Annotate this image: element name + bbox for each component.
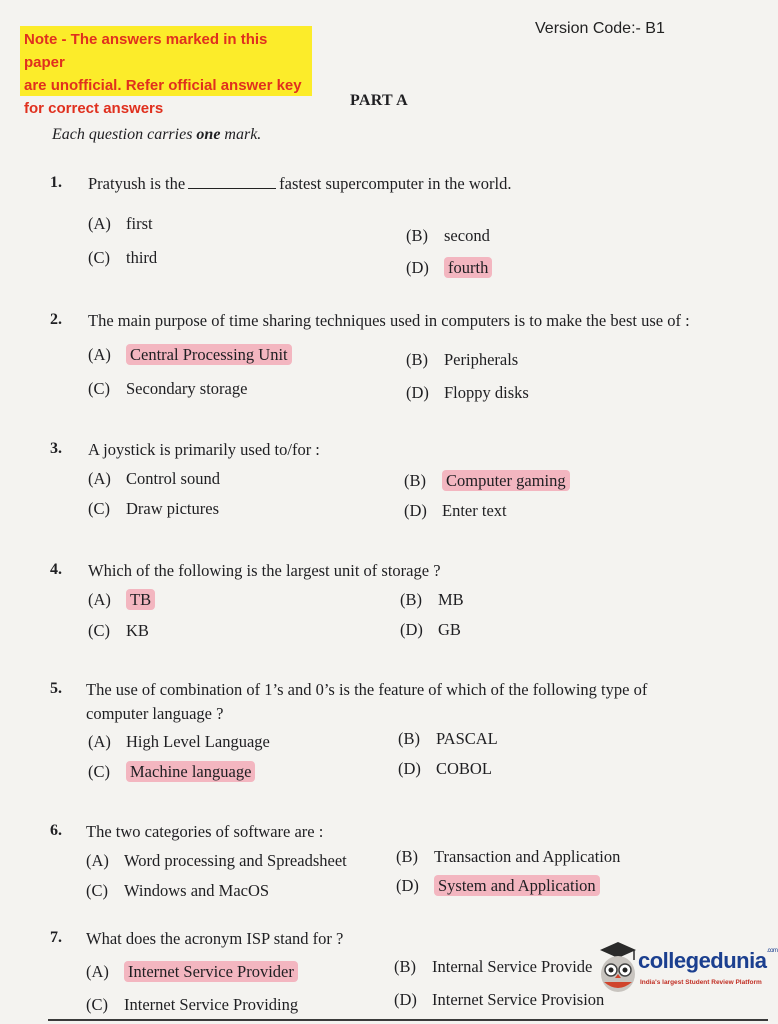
option-d [406,383,529,403]
option-label: (D) [396,876,419,895]
option-label: (A) [86,962,109,981]
option-label: (D) [400,620,423,639]
version-code: Version Code:- B1 [535,20,665,37]
option-label: (D) [406,258,429,277]
unofficial-answers-note [20,26,312,117]
option-label: (C) [88,762,110,781]
option-text: KB [126,621,149,640]
option-a [88,590,155,610]
note-line-2: are unofficial. Refer official answer key [24,77,302,94]
option-d [404,501,507,521]
marked-answer: System and Application [434,875,600,896]
question-number: 5. [50,680,62,697]
marked-answer: Computer gaming [442,470,570,491]
option-label: (B) [406,226,428,245]
question-text: A joystick is primarily used to/for : [88,440,320,459]
option-c [86,995,298,1015]
option-b [406,226,490,246]
option-a [86,851,347,871]
question-number: 2. [50,311,62,328]
option-text: GB [438,620,461,639]
option-label: (A) [88,214,111,233]
option-text: Secondary storage [126,379,248,398]
option-label: (B) [400,590,422,609]
option-a [88,732,270,752]
option-d [398,759,492,779]
question-text [86,678,746,726]
page-bottom-rule [48,1019,768,1021]
option-b [406,350,518,370]
option-text: Internet Service Provision [432,990,605,1009]
option-b [396,847,620,867]
option-label: (D) [394,990,417,1009]
option-a [88,469,220,489]
option-label: (B) [404,471,426,490]
marked-answer: Internet Service Provider [124,961,298,982]
option-a [86,962,298,982]
option-a [88,345,292,365]
option-text: Peripherals [444,350,519,369]
note-line-1: Note - The answers marked in this paper [24,31,268,71]
brand-tagline: India's largest Student Review Platform [640,979,762,986]
option-d [396,876,600,896]
question-number: 6. [50,822,62,839]
option-c [88,248,157,268]
option-label: (A) [88,590,111,609]
question-number: 4. [50,561,62,578]
option-c [88,621,149,641]
option-label: (B) [406,350,428,369]
option-text: Draw pictures [126,499,220,518]
question-text: The main purpose of time sharing techniques used in computers is to make the best use of : [88,311,690,330]
option-text: second [444,226,490,245]
question-number: 3. [50,440,62,457]
option-text: Internal Service Provide [432,957,593,976]
part-title: PART A [350,92,408,109]
marked-answer: Machine language [126,761,255,782]
option-text: Internet Service Providing [124,995,299,1014]
option-text: Transaction and Application [434,847,621,866]
instruction [52,126,261,144]
question-number: 7. [50,929,62,946]
option-b [404,471,570,491]
marked-answer: Central Processing Unit [126,344,292,365]
marked-answer: TB [126,589,155,610]
option-label: (C) [86,995,108,1014]
option-text: Word processing and Spreadsheet [124,851,347,870]
option-label: (C) [88,621,110,640]
option-text: Windows and MacOS [124,881,270,900]
note-line-3: for correct answers [24,100,164,117]
question-text-part: fastest supercomputer in the world. [279,174,512,193]
option-label: (A) [86,851,109,870]
option-text: COBOL [436,759,492,778]
question-number: 1. [50,174,62,191]
option-b [400,590,464,610]
option-c [88,762,255,782]
question-text-line: computer language ? [86,704,224,723]
option-label: (D) [404,501,427,520]
question-text-line: The use of combination of 1’s and 0’s is the feature of which of the following type of [86,680,648,699]
option-a [88,214,153,234]
question-text [88,172,512,196]
instruction-before: Each question carries [52,126,197,143]
option-text: High Level Language [126,732,270,751]
question-text: What does the acronym ISP stand for ? [86,929,344,948]
option-label: (C) [88,499,110,518]
option-label: (C) [88,248,110,267]
marked-answer: fourth [444,257,492,278]
brand-suffix: .com [766,948,778,954]
answer-blank [188,188,276,189]
option-label: (C) [88,379,110,398]
question-text-part: Pratyush is the [88,174,186,193]
option-label: (D) [406,383,429,402]
instruction-after: mark. [220,126,262,143]
option-text: PASCAL [436,729,498,748]
brand-text: collegedunia [638,948,767,973]
option-label: (B) [394,957,416,976]
option-b [394,957,592,977]
option-label: (D) [398,759,421,778]
option-label: (A) [88,345,111,364]
collegedunia-watermark [596,936,778,1000]
option-text: Enter text [442,501,507,520]
option-text: third [126,248,158,267]
option-d [394,990,604,1010]
option-label: (B) [398,729,420,748]
option-c [86,881,269,901]
instruction-bold: one [196,126,221,143]
option-text: first [126,214,153,233]
option-d [400,620,461,640]
option-label: (B) [396,847,418,866]
question-text: Which of the following is the largest unit of storage ? [88,561,441,580]
option-label: (C) [86,881,108,900]
option-label: (A) [88,732,111,751]
brand-name [638,948,778,974]
option-text: Floppy disks [444,383,529,402]
option-d [406,258,492,278]
graduation-owl-icon [596,940,640,994]
option-c [88,379,247,399]
option-b [398,729,498,749]
question-text: The two categories of software are : [86,822,324,841]
option-label: (A) [88,469,111,488]
option-text: MB [438,590,464,609]
option-c [88,499,219,519]
option-text: Control sound [126,469,220,488]
